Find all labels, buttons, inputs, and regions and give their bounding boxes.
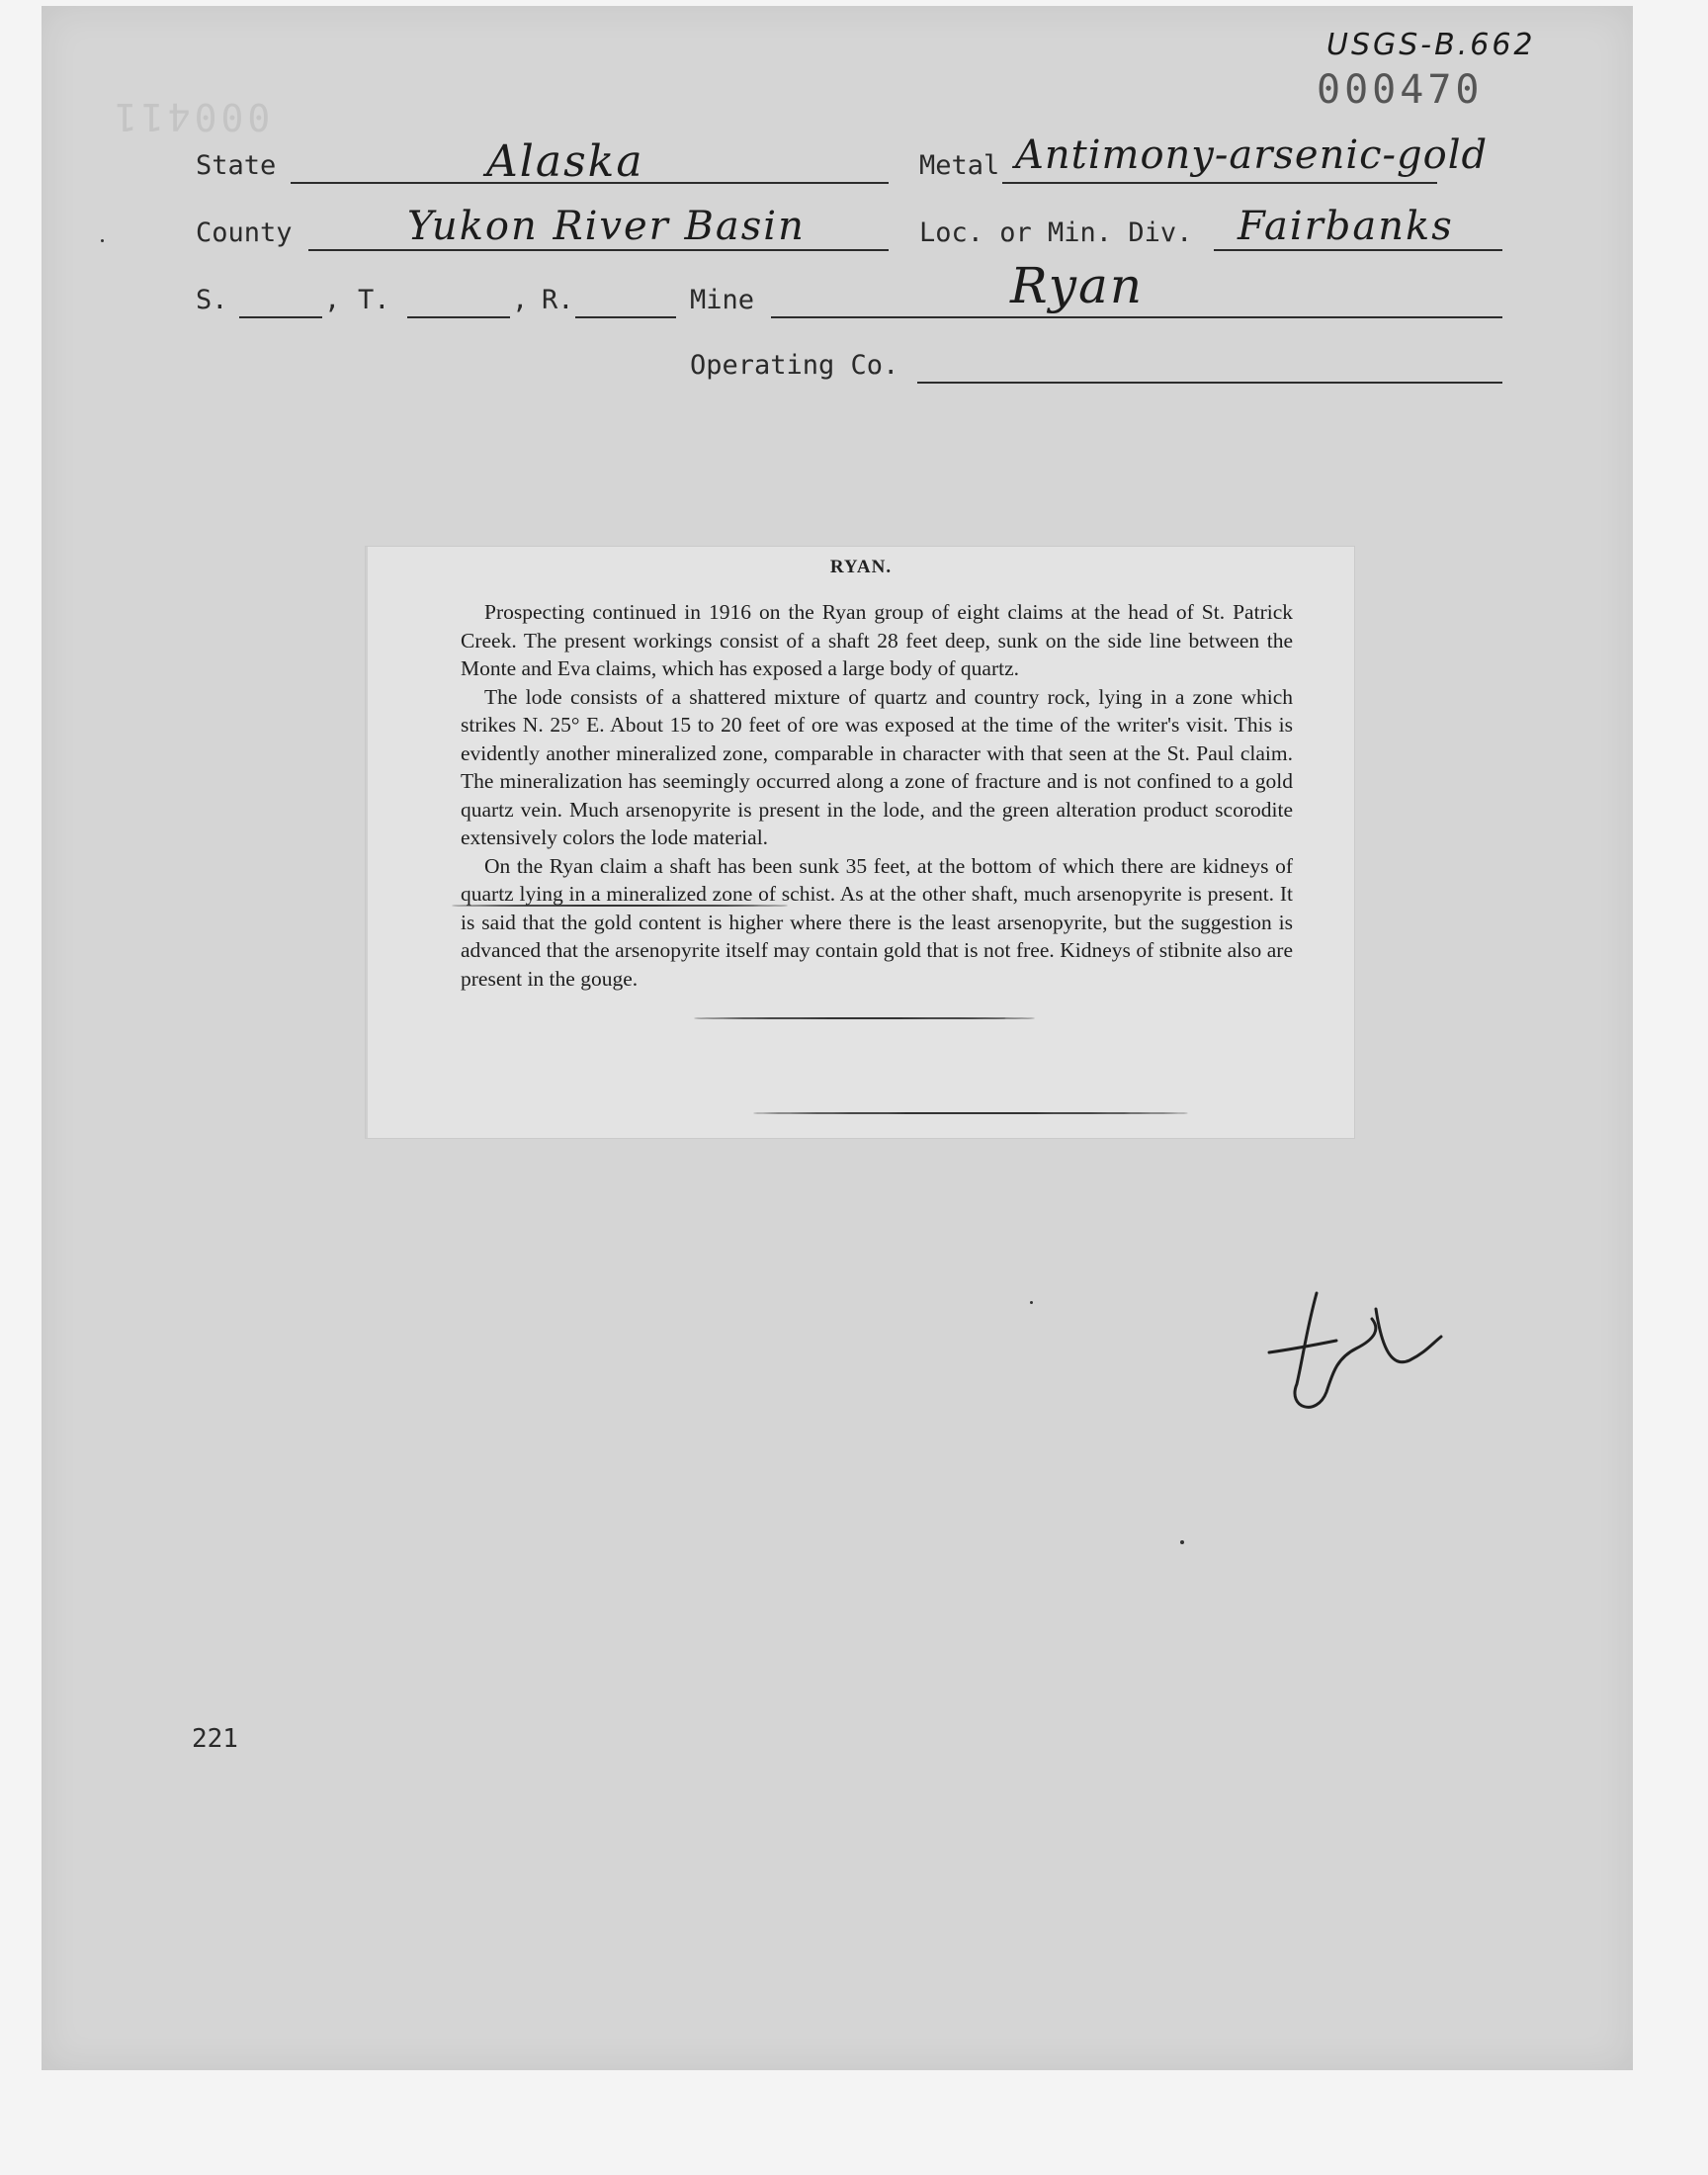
speck	[1030, 1301, 1033, 1304]
reference-number: USGS-B.662	[1326, 28, 1536, 62]
stamp-number: 000470	[1317, 67, 1484, 113]
loc-value: Fairbanks	[1238, 204, 1454, 249]
metal-line	[1002, 182, 1437, 184]
section-label: S.	[196, 285, 228, 315]
section-line	[239, 316, 322, 318]
county-label: County	[196, 218, 293, 248]
speck	[101, 239, 104, 242]
range-line	[575, 316, 676, 318]
metal-label: Metal	[919, 150, 1000, 181]
clipping-body	[461, 598, 1293, 993]
pencil-underline	[753, 1112, 1188, 1114]
loc-line	[1214, 249, 1502, 251]
pencil-underline	[694, 1017, 1035, 1019]
clipping-paragraph: The lode consists of a shattered mixture of quartz and country rock, lying in a zone which strikes N. 25° E. About 15 to 20 feet of ore was exposed at the time of the writer's visit. This is evidently another mineralized zone, comparable in character with that seen at the St. Paul claim. The mineralization has seemingly occurred along a zone of fracture and is not confined to a gold quartz vein. Much arsenopyrite is present in the lode, and the green alteration product scorodite extensively colors the lode material.	[461, 684, 1293, 849]
township-line	[407, 316, 510, 318]
page-number: 221	[192, 1724, 238, 1754]
county-value: Yukon River Basin	[407, 204, 806, 249]
clipping-title: RYAN.	[829, 557, 893, 577]
scanned-form-sheet: USGS-B.662 000470 000411 State Alaska Metal Antimony-arsenic-gold County Yukon River Basin Loc. or Min. Div. Fairbanks S. , T. , R. Mine Ryan Operating Co. RYAN. Prospecting continued in 1916 on the Ryan group of eight claims at the head of St. Patrick Creek. The present workings consist of a shaft 28 feet deep, sunk on the side line between the Monte and Eva claims, which has exposed a large body of quartz. The lode consists of a shattered mixture of quartz and country rock, lying in a zone which strikes N. 25° E. About 15 to 20 feet of ore was exposed at the time of the writer's visit. This is evidently another mineralized zone, comparable in character with that seen at the St. Paul claim. The mineralization has seemingly occurred along a zone of fracture and is not confined to a gold quartz vein. Much arsenopyrite is present in the lode, and the green alteration product scorodite extensively colors the lode material. On the Ryan claim a shaft has been sunk 35 feet, at the bottom of which there are kidneys of quartz lying in a mineralized zone of schist. As at the other shaft, much arsenopyrite is present. It is said that the gold content is higher where there is the least arsenopyrite, but the suggestion is advanced that the arsenopyrite itself may contain gold that is not free. Kidneys of stibnite also are present in the gouge. 221	[42, 6, 1633, 2070]
mine-label: Mine	[690, 285, 755, 315]
pencil-underline	[452, 905, 788, 907]
loc-label: Loc. or Min. Div.	[919, 218, 1193, 248]
clipping-paragraph: On the Ryan claim a shaft has been sunk 35 feet, at the bottom of which there are kidneys of quartz lying in a mineralized zone of schist. As at the other shaft, much arsenopyrite is present. It is said that the gold content is higher where there is the least arsenopyrite, but the suggestion is advanced that the arsenopyrite itself may contain gold that is not free. Kidneys of stibnite also are present in the gouge.	[461, 853, 1293, 991]
bulletin-clipping	[366, 547, 1354, 1138]
mine-value: Ryan	[1010, 257, 1145, 314]
township-label: T.	[358, 285, 390, 315]
county-line	[308, 249, 889, 251]
operating-co-label: Operating Co.	[690, 350, 899, 381]
faded-stamp: 000411	[111, 95, 271, 138]
range-label: R.	[542, 285, 574, 315]
mine-line	[771, 316, 1502, 318]
state-value: Alaska	[486, 136, 644, 187]
state-label: State	[196, 150, 277, 181]
speck	[1180, 1540, 1184, 1544]
clipping-paragraph: Prospecting continued in 1916 on the Ryan group of eight claims at the head of St. Patrick Creek. The present workings consist of a shaft 28 feet deep, sunk on the side line between the Monte and Eva claims, which has exposed a large body of quartz.	[461, 600, 1293, 680]
handwritten-initials-signature	[1267, 1289, 1504, 1437]
operating-co-line	[917, 382, 1502, 384]
metal-value: Antimony-arsenic-gold	[1015, 132, 1489, 178]
